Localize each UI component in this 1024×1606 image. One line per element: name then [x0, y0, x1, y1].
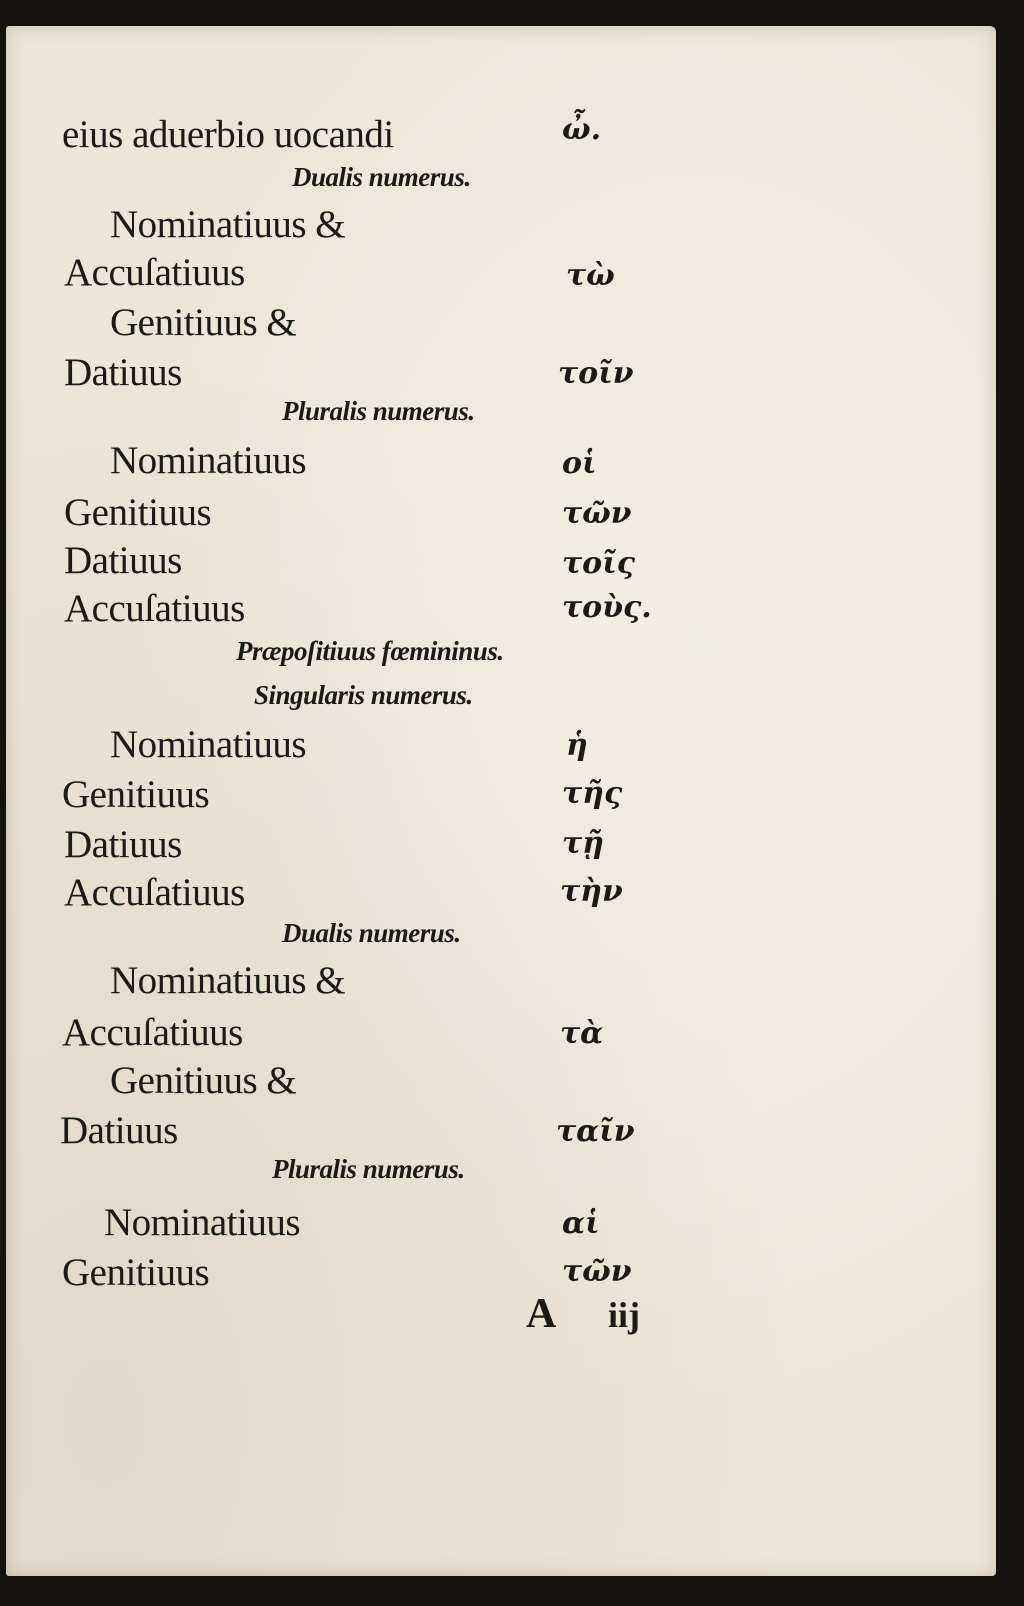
case-label: Genitiuus & [110, 1059, 297, 1102]
greek-form: τοῖν [558, 356, 634, 391]
greek-form: τὼ [566, 258, 615, 293]
section-heading: Præpoſitiuus fœmininus. [236, 636, 504, 666]
case-label: Accuſatiuus [64, 251, 245, 294]
book-page [6, 26, 996, 1576]
greek-form: οἱ [562, 446, 597, 481]
case-label: Genitiuus & [110, 301, 297, 344]
greek-form: τοὺς. [562, 590, 652, 625]
case-label: Datiuus [64, 351, 182, 394]
case-label: Datiuus [60, 1109, 178, 1152]
greek-form: τὰ [560, 1016, 604, 1051]
greek-form: τὴν [560, 874, 623, 909]
greek-form: τῆς [562, 776, 623, 811]
greek-form: ὦ. [562, 112, 602, 147]
case-label: Datiuus [64, 539, 182, 582]
case-label: Nominatiuus [110, 439, 306, 482]
section-heading: Singularis numerus. [254, 680, 473, 710]
section-heading: Pluralis numerus. [272, 1154, 465, 1184]
section-heading: Dualis numerus. [282, 918, 461, 948]
case-label: Genitiuus [64, 491, 212, 534]
case-label: Nominatiuus [110, 723, 306, 766]
section-heading: Pluralis numerus. [282, 396, 475, 426]
case-label: Genitiuus [62, 1251, 210, 1294]
greek-form: τῶν [562, 1254, 632, 1289]
greek-form: τοῖς [562, 546, 635, 581]
text-line: eius aduerbio uocandi [62, 113, 394, 156]
case-label: Accuſatiuus [64, 871, 245, 914]
case-label: Genitiuus [62, 773, 210, 816]
greek-form: αἱ [562, 1206, 600, 1241]
signature-number: iij [608, 1295, 640, 1335]
greek-form: τῇ [562, 826, 604, 861]
greek-form: ταῖν [556, 1114, 635, 1149]
greek-form: τῶν [562, 496, 632, 531]
case-label: Accuſatiuus [64, 587, 245, 630]
section-heading: Dualis numerus. [292, 162, 471, 192]
signature-letter: A [526, 1291, 557, 1337]
case-label: Nominatiuus & [110, 203, 346, 246]
case-label: Nominatiuus & [110, 959, 346, 1002]
greek-form: ἡ [566, 728, 588, 763]
case-label: Datiuus [64, 823, 182, 866]
case-label: Nominatiuus [104, 1201, 300, 1244]
case-label: Accuſatiuus [62, 1011, 243, 1054]
